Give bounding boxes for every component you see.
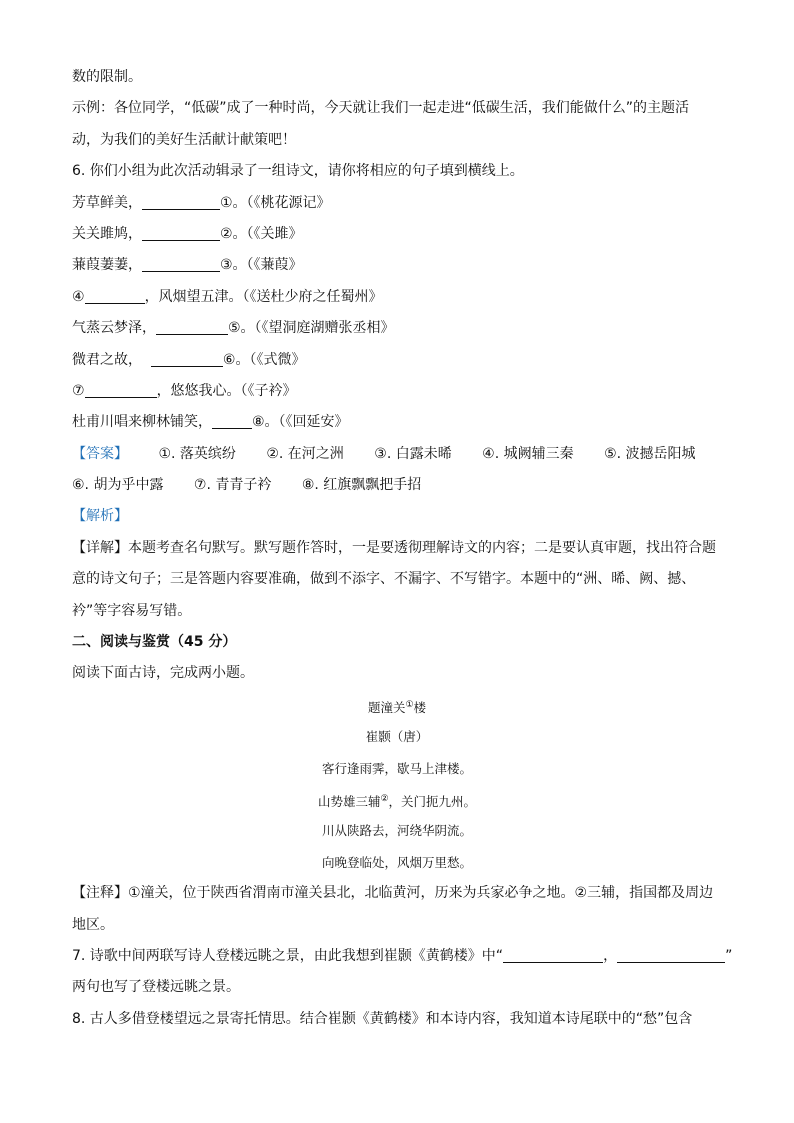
question-7: 7. 诗歌中间两联写诗人登楼远眺之景，由此我想到崔颢《黄鹤楼》中“ ， ” — [72, 941, 722, 972]
annotation: 地区。 — [72, 916, 114, 933]
poem-line: 客行逢雨霁，歇马上津楼。 — [321, 760, 472, 776]
answer-label: 【答案】 — [72, 445, 128, 462]
question-7-cont: 两句也写了登楼远眺之景。 — [72, 979, 240, 996]
text-line: 动，为我们的美好生活献计献策吧！ — [72, 131, 296, 148]
analysis-text: 衿”等字容易写错。 — [72, 602, 192, 619]
text-line: 示例：各位同学，“低碳”成了一种时尚，今天就让我们一起走进“低碳生活，我们能做什么”的主题活 — [72, 100, 690, 117]
answer-item: ④. 城阙辅三秦 — [482, 445, 574, 462]
section-heading: 二、阅读与鉴赏（45 分） — [72, 634, 237, 651]
answer-blank[interactable] — [142, 191, 220, 210]
answer-item: ⑤. 波撼岳阳城 — [604, 445, 696, 462]
reading-intro: 阅读下面古诗，完成两小题。 — [72, 665, 254, 682]
annotation: 【注释】①潼关，位于陕西省渭南市潼关县北，北临黄河，历来为兵家必争之地。②三辅，指国都及周边 — [72, 885, 714, 902]
answer-blank[interactable] — [142, 222, 220, 241]
poem-author: 崔颢（唐） — [365, 729, 429, 745]
answer-blank[interactable] — [212, 410, 252, 429]
answer-item: ⑧. 红旗飘飘把手招 — [301, 477, 422, 494]
poem — [72, 690, 722, 878]
answer-item: ②. 在河之洲 — [266, 445, 344, 462]
answer-row-2 — [72, 470, 722, 501]
answer-blank[interactable] — [503, 944, 603, 963]
text-line: 数的限制。 — [72, 69, 142, 85]
fill-line-8: 杜甫川唱来柳林铺笑， ⑧。（《回延安》 — [72, 407, 722, 438]
answer-blank[interactable] — [85, 379, 157, 398]
analysis-text: 意的诗文句子；三是答题内容要准确，做到不添字、不漏字、不写错字。本题中的“洲、晞、阙、撼、 — [72, 571, 696, 588]
poem-line: 向晚登临处，风烟万里愁。 — [321, 854, 472, 870]
fill-line-5: 气蒸云梦泽， ⑤。（《望洞庭湖赠张丞相》 — [72, 313, 722, 344]
answer-blank[interactable] — [156, 316, 228, 335]
answer-item: ③. 白露未晞 — [374, 445, 452, 462]
fill-line-2: 关关雎鸠， ②。（《关雎》 — [72, 219, 722, 250]
fill-line-6: 微君之故， ⑥。（《式微》 — [72, 345, 722, 376]
analysis-label: 【解析】 — [72, 508, 128, 525]
poem-title: 题潼关①楼 — [367, 699, 427, 715]
answer-item: ⑦. 青青子衿 — [193, 477, 272, 494]
answer-blank[interactable] — [142, 253, 220, 272]
poem-line: 山势雄三辅②，关门扼九州。 — [317, 793, 477, 810]
answer-row-1 — [72, 439, 722, 470]
question-8: 8. 古人多借登楼望远之景寄托情思。结合崔颢《黄鹤楼》和本诗内容，我知道本诗尾联中的“愁”包含 — [72, 1010, 693, 1027]
poem-line: 川从陕路去，河绕华阴流。 — [321, 823, 472, 839]
answer-blank[interactable] — [85, 285, 145, 304]
question-6: 6. 你们小组为此次活动辑录了一组诗文，请你将相应的句子填到横线上。 — [72, 163, 524, 180]
fill-line-1: 芳草鲜美， ①。（《桃花源记》 — [72, 188, 722, 219]
fill-line-3: 蒹葭萋萋， ③。（《蒹葭》 — [72, 250, 722, 281]
answer-item: ①. 落英缤纷 — [158, 445, 236, 462]
answer-blank[interactable] — [151, 348, 223, 367]
answer-blank[interactable] — [617, 944, 725, 963]
document-page — [72, 62, 733, 1035]
fill-line-4: ④ ，风烟望五津。（《送杜少府之任蜀州》 — [72, 282, 722, 313]
answer-item: ⑥. 胡为乎中露 — [72, 477, 164, 494]
analysis-text: 【详解】本题考查名句默写。默写题作答时，一是要透彻理解诗文的内容；二是要认真审题，找出符合题 — [72, 539, 716, 556]
fill-line-7: ⑦ ，悠悠我心。（《子衿》 — [72, 376, 722, 407]
